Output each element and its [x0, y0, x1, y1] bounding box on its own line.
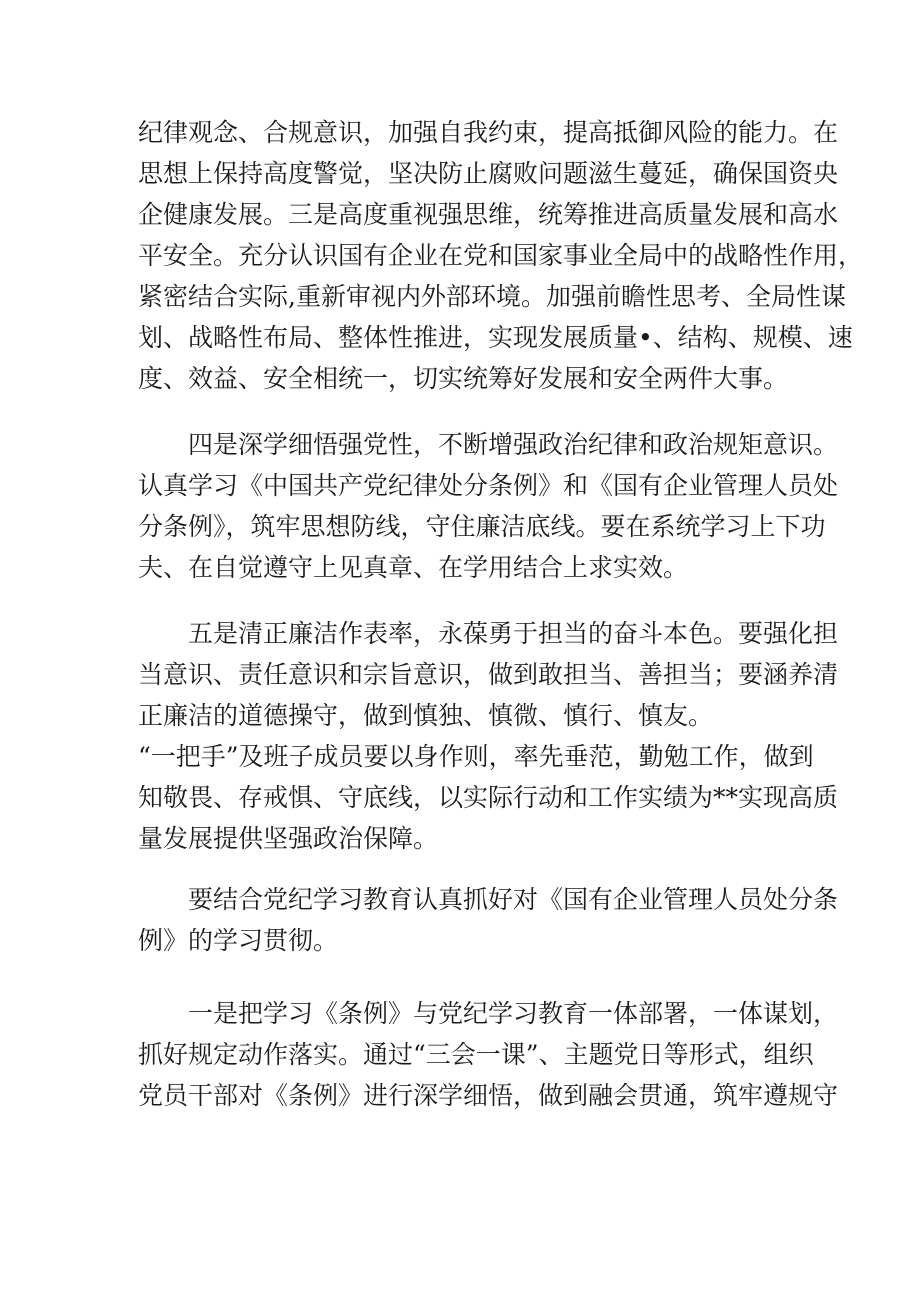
text-line: 划、战略性布局、整体性推进，实现发展质量•、结构、规模、速	[138, 323, 853, 352]
text-line: 四是深学细悟强党性，不断增强政治纪律和政治规矩意识。	[188, 430, 839, 459]
text-line: 企健康发展。三是高度重视强思维，统筹推进高质量发展和高水	[138, 200, 839, 229]
text-line: 要结合党纪学习教育认真抓好对《国有企业管理人员处分条	[188, 885, 839, 914]
text-line: 紧密结合实际,重新审视内外部环境。加强前瞻性思考、全局性谋	[138, 282, 846, 311]
paragraph-4	[138, 879, 839, 961]
paragraph-5	[138, 993, 839, 1116]
text-line: 党员干部对《条例》进行深学细悟，做到融会贯通，筑牢遵规守	[138, 1081, 839, 1110]
paragraph-1	[138, 112, 864, 399]
text-line: 当意识、责任意识和宗旨意识，做到敢担当、善担当；要涵养清	[138, 660, 839, 689]
text-line: 度、效益、安全相统一，切实统筹好发展和安全两件大事。	[138, 364, 789, 393]
text-line: 抓好规定动作落实。通过“三会一课”、主题党日等形式，组织	[138, 1040, 814, 1069]
text-line: 五是清正廉洁作表率，永葆勇于担当的奋斗本色。要强化担	[188, 619, 839, 648]
text-line: 正廉洁的道德操守，做到慎独、慎微、慎行、慎友。	[138, 701, 714, 730]
paragraph-3	[138, 613, 839, 859]
text-line: 量发展提供坚强政治保障。	[138, 824, 439, 853]
document-body	[138, 112, 864, 1116]
text-line: 一是把学习《条例》与党纪学习教育一体部署，一体谋划，	[188, 999, 839, 1028]
paragraph-2	[138, 424, 839, 588]
text-line: 知敬畏、存戒惧、守底线，以实际行动和工作实绩为**实现高质	[138, 783, 839, 812]
text-line: 认真学习《中国共产党纪律处分条例》和《国有企业管理人员处	[138, 471, 839, 500]
text-line: 纪律观念、合规意识，加强自我约束，提高抵御风险的能力。在	[138, 118, 839, 147]
text-line: 夫、在自觉遵守上见真章、在学用结合上求实效。	[138, 553, 689, 582]
text-line: 分条例》，筑牢思想防线，守住廉洁底线。要在系统学习上下功	[138, 512, 826, 541]
text-line: 思想上保持高度警觉，坚决防止腐败问题滋生蔓延，确保国资央	[138, 159, 839, 188]
text-line: 例》的学习贯彻。	[138, 926, 339, 955]
text-line: 平安全。充分认识国有企业在党和国家事业全局中的战略性作用，	[138, 241, 864, 270]
text-line: “一把手”及班子成员要以身作则，率先垂范，勤勉工作，做到	[138, 742, 814, 771]
